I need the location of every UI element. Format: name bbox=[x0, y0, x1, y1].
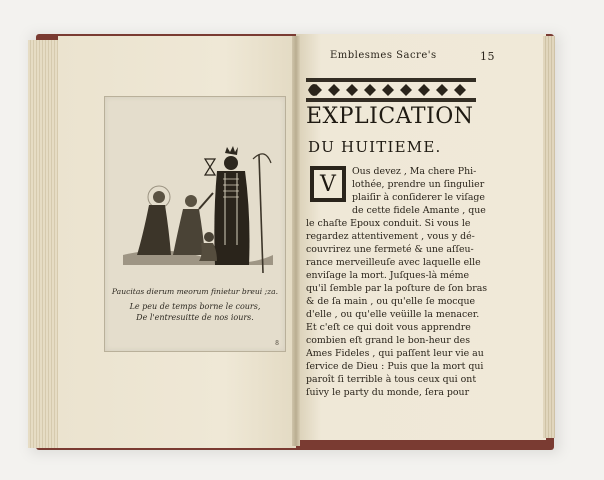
body-line: Ous devez , Ma chere Phi- bbox=[352, 166, 477, 177]
body-line: regardez attentivement , vous y dé- bbox=[306, 231, 475, 242]
plate-caption-french-line: Le peu de temps borne le cours, bbox=[129, 302, 261, 311]
body-line: ſuivy le party du monde, ſera pour bbox=[306, 387, 470, 398]
plate-number: 8 bbox=[275, 340, 279, 347]
plate-caption-french-line: De l'entresuitte de nos iours. bbox=[136, 313, 254, 322]
engraving-illustration bbox=[113, 105, 277, 281]
body-line: rance merveilleuſe avec laquelle elle bbox=[306, 257, 481, 268]
body-line: le chaſte Epoux conduit. Si vous le bbox=[306, 218, 471, 229]
plate-caption-french bbox=[105, 301, 285, 323]
ornament-band bbox=[304, 72, 478, 108]
plate-caption-latin: Paucitas dierum meorum finietur breui ;za. bbox=[111, 287, 279, 296]
drop-capital bbox=[310, 166, 346, 202]
body-line: Ames Fideles , qui paſſent leur vie au bbox=[306, 348, 484, 359]
running-header bbox=[330, 50, 530, 61]
page-number: 15 bbox=[480, 50, 495, 63]
body-line: lothée, prendre un ſingulier bbox=[352, 179, 485, 190]
body-line: & de ſa main , ou qu'elle ſe mocque bbox=[306, 296, 476, 307]
body-line: Et c'eſt ce qui doit vous apprendre bbox=[306, 322, 471, 333]
body-line: combien eſt grand le bon-heur des bbox=[306, 335, 471, 346]
chapter-title: EXPLICATION bbox=[306, 104, 474, 129]
body-line: de cette fidele Amante , que bbox=[352, 205, 486, 216]
drop-capital-letter: V bbox=[314, 170, 342, 198]
running-head: Emblesmes Sacre's bbox=[330, 50, 437, 61]
body-line: enviſage la mort. Juſques-là méme bbox=[306, 270, 470, 281]
page-edges-right bbox=[543, 36, 555, 438]
body-line: paroît ſi terrible à tous ceux qui ont bbox=[306, 374, 477, 385]
body-line: d'elle , ou qu'elle veüille la menacer. bbox=[306, 309, 480, 320]
chapter-subtitle: DU HUITIEME. bbox=[308, 138, 442, 156]
body-line: qu'il ſemble par la poſture de ſon bras bbox=[306, 283, 488, 294]
body-line: ſervice de Dieu : Puis que la mort qui bbox=[306, 361, 484, 372]
body-line: couvrirez une fermeté & une aſſeu- bbox=[306, 244, 474, 255]
engraving-plate bbox=[104, 96, 286, 352]
body-line: plaiſir à conſiderer le viſage bbox=[352, 192, 485, 203]
book-gutter bbox=[292, 36, 300, 446]
